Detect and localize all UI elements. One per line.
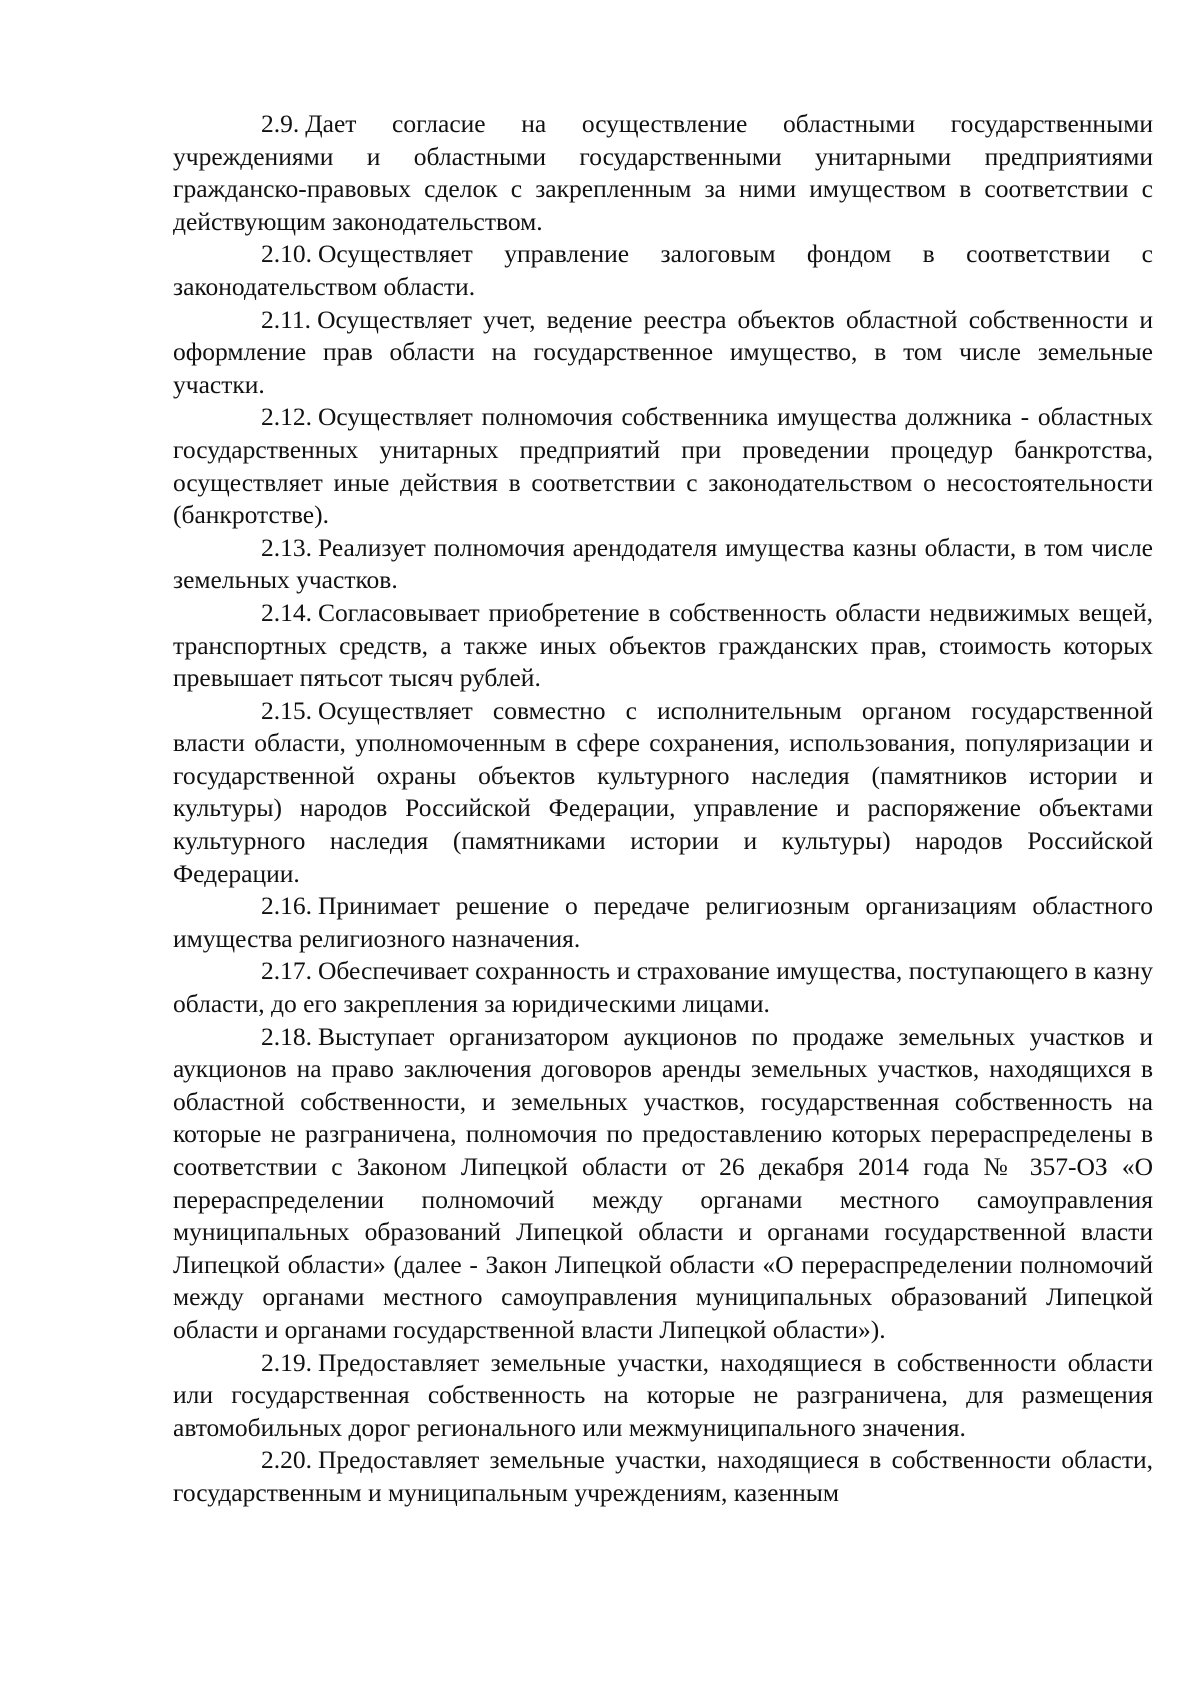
paragraph-2-14 — [173, 597, 1153, 695]
paragraph-text: Выступает организатором аукционов по продаже земельных участков и аукционов на право заключения договоров аренды земельных участков, находящихся в областной собственности, и земельных участков, государственная собственность на которые не разграничена, полномочия по предоставлению которых перераспределены в соответствии с Законом Липецкой области от 26 декабря 2014 года № 357-ОЗ «О перераспределении полномочий между органами местного самоуправления муниципальных образований Липецкой области и органами государственной власти Липецкой области» (далее - Закон Липецкой области «О перераспределении полномочий между органами местного самоуправления муниципальных образований Липецкой области и органами государственной власти Липецкой области»). — [173, 1021, 1153, 1344]
paragraph-text: Осуществляет совместно с исполнительным органом государственной власти области, уполномоченным в сфере сохранения, использования, популяризации и государственной охраны объектов культурного наследия (памятников истории и культуры) народов Российской Федерации, управление и распоряжение объектами культурного наследия (памятниками истории и культуры) народов Российской Федерации. — [173, 695, 1153, 888]
paragraph-2-18 — [173, 1021, 1153, 1347]
paragraph-text: Осуществляет учет, ведение реестра объектов областной собственности и оформление прав области на государственное имущество, в том числе земельные участки. — [173, 304, 1153, 399]
paragraph-number: 2.12. — [261, 402, 312, 432]
paragraph-2-19 — [173, 1347, 1153, 1445]
paragraph-text: Согласовывает приобретение в собственность области недвижимых вещей, транспортных средств, а также иных объектов гражданских прав, стоимость которых превышает пятьсот тысяч рублей. — [173, 597, 1153, 693]
paragraph-text: Осуществляет полномочия собственника имущества должника - областных государственных унитарных предприятий при проведении процедур банкротства, осуществляет иные действия в соответствии с законодательством о несостоятельности (банкротстве). — [173, 402, 1153, 530]
document-page — [173, 108, 1153, 1668]
paragraph-2-12 — [173, 401, 1153, 531]
paragraph-number: 2.17. — [261, 956, 312, 986]
paragraph-number: 2.10. — [261, 239, 312, 269]
paragraph-number: 2.20. — [261, 1445, 312, 1475]
paragraph-text: Осуществляет управление залоговым фондом в соответствии с законодательством области. — [173, 239, 1153, 301]
paragraph-text: Дает согласие на осуществление областными государственными учреждениями и областными государственными унитарными предприятиями гражданско-правовых сделок с закрепленным за ними имуществом в соответствии с действующим законодательством. — [173, 109, 1153, 236]
paragraph-2-11 — [173, 304, 1153, 402]
paragraph-2-10 — [173, 238, 1153, 303]
paragraph-2-20 — [173, 1444, 1153, 1509]
paragraph-2-13 — [173, 532, 1153, 597]
paragraph-number: 2.16. — [261, 891, 312, 921]
paragraph-number: 2.9. — [261, 109, 300, 138]
paragraph-number: 2.18. — [261, 1021, 312, 1051]
paragraph-text: Предоставляет земельные участки, находящиеся в собственности области или государственная собственность на которые не разграничена, для размещения автомобильных дорог регионального или межмуниципального значения. — [173, 1347, 1153, 1442]
paragraph-2-9 — [173, 108, 1153, 238]
paragraph-number: 2.13. — [261, 532, 312, 562]
paragraph-2-15 — [173, 695, 1153, 891]
paragraph-text: Обеспечивает сохранность и страхование имущества, поступающего в казну области, до его закрепления за юридическими лицами. — [173, 956, 1153, 1019]
paragraph-text: Принимает решение о передаче религиозным организациям областного имущества религиозного назначения. — [173, 891, 1153, 953]
paragraph-number: 2.15. — [261, 695, 312, 725]
paragraph-text: Реализует полномочия арендодателя имущества казны области, в том числе земельных участков. — [173, 532, 1153, 595]
paragraph-number: 2.14. — [261, 597, 312, 627]
paragraph-2-16 — [173, 890, 1153, 955]
paragraph-number: 2.19. — [261, 1347, 312, 1377]
paragraph-2-17 — [173, 955, 1153, 1020]
paragraph-number: 2.11. — [261, 304, 312, 334]
paragraph-text: Предоставляет земельные участки, находящиеся в собственности области, государственным и муниципальным учреждениям, казенным — [173, 1445, 1153, 1507]
